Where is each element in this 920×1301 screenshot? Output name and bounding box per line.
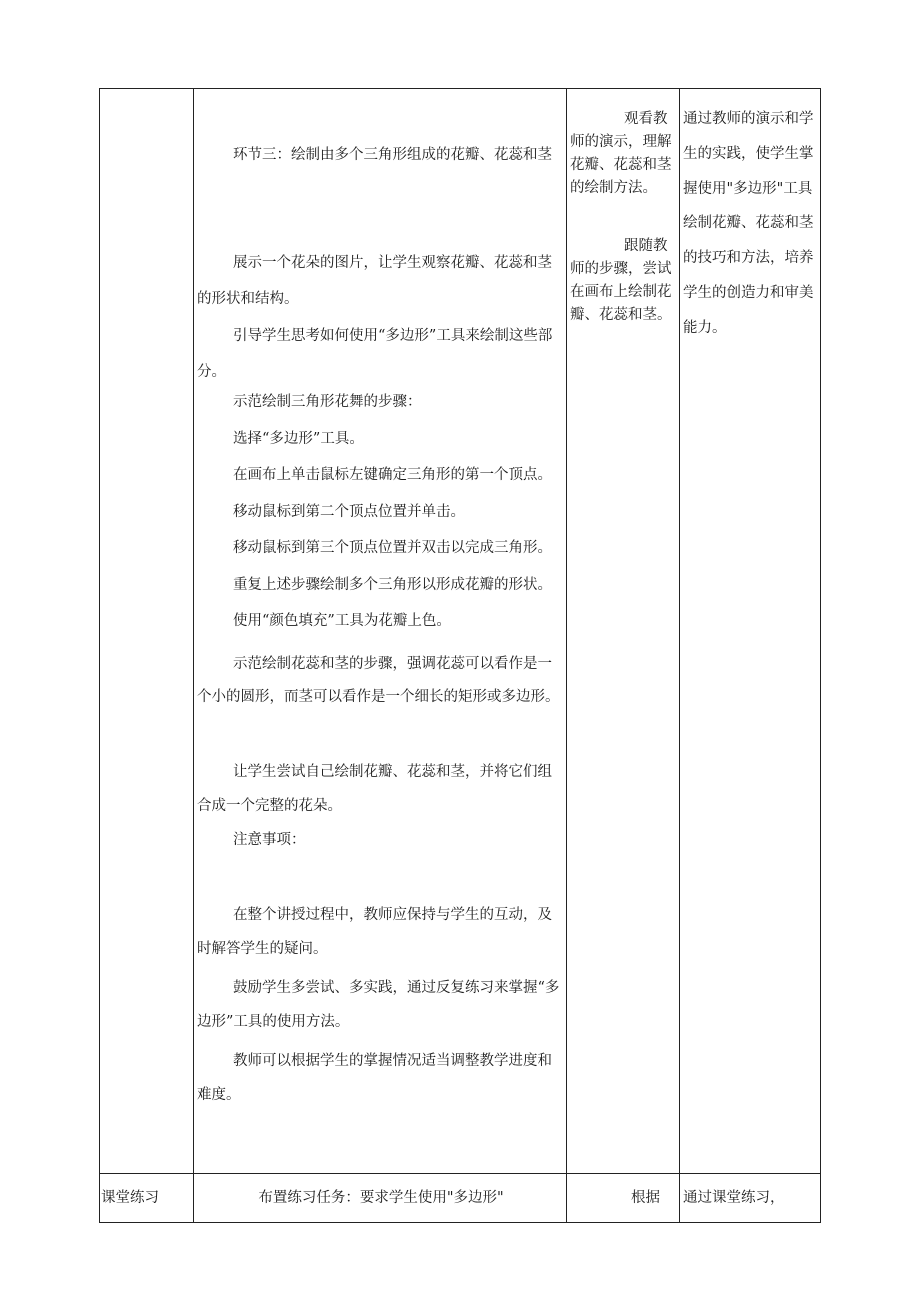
table-col-divider-2	[566, 88, 567, 1223]
section-label-practice: 课堂练习	[101, 1190, 159, 1206]
step-demo-stamen-stem: 示范绘制花蕊和茎的步骤，强调花蕊可以看作是一个小的圆形，而茎可以看作是一个细长的矩形或多边形。	[197, 656, 560, 705]
stage-heading: 环节三：绘制由多个三角形组成的花瓣、花蕊和茎	[233, 147, 552, 163]
table-border-mid	[99, 1173, 821, 1174]
table-border-right	[820, 88, 821, 1223]
notes-heading: 注意事项：	[233, 832, 306, 848]
step-fill-color: 使用“颜色填充”工具为花瓣上色。	[233, 613, 451, 629]
step-repeat: 重复上述步骤绘制多个三角形以形成花瓣的形状。	[233, 577, 552, 593]
practice-student-text: 根据	[631, 1190, 660, 1206]
table-col-divider-3	[679, 88, 680, 1223]
practice-teacher-text: 布置练习任务：要求学生使用"多边形"	[258, 1190, 504, 1206]
practice-intent-text: 通过课堂练习，	[683, 1190, 785, 1206]
student-observe: 观看教师的演示，理解花瓣、花蕊和茎的绘制方法。	[570, 111, 672, 196]
table-col-divider-1	[193, 88, 194, 1223]
step-third-vertex: 移动鼠标到第三个顶点位置并双击以完成三角形。	[233, 540, 552, 556]
note-practice: 鼓励学生多尝试、多实践，通过反复练习来掌握“多边形”工具的使用方法。	[197, 980, 560, 1030]
table-border-top	[99, 88, 821, 89]
note-interaction: 在整个讲授过程中，教师应保持与学生的互动，及时解答学生的疑问。	[197, 907, 552, 957]
step-select-tool: 选择“多边形”工具。	[233, 431, 364, 447]
step-second-vertex: 移动鼠标到第二个顶点位置并单击。	[233, 504, 465, 520]
table-border-bottom	[99, 1222, 821, 1223]
student-follow: 跟随教师的步骤，尝试在画布上绘制花瓣、花蕊和茎。	[570, 238, 672, 323]
step-demo-heading: 示范绘制三角形花舞的步骤：	[233, 394, 422, 410]
step-show-picture: 展示一个花朵的图片，让学生观察花瓣、花蕊和茎的形状和结构。	[197, 255, 552, 307]
step-student-try: 让学生尝试自己绘制花瓣、花蕊和茎，并将它们组合成一个完整的花朵。	[197, 764, 552, 814]
design-intent-text: 通过教师的演示和学生的实践，使学生掌握使用"多边形"工具绘制花瓣、花蕊和茎的技巧和方法，培养学生的创造力和审美能力。	[683, 111, 814, 336]
note-adjust-pace: 教师可以根据学生的掌握情况适当调整教学进度和难度。	[197, 1053, 552, 1103]
step-first-vertex: 在画布上单击鼠标左键确定三角形的第一个顶点。	[233, 467, 552, 483]
table-border-left	[99, 88, 100, 1223]
step-guide-thinking: 引导学生思考如何使用“多边形”工具来绘制这些部分。	[197, 328, 553, 380]
